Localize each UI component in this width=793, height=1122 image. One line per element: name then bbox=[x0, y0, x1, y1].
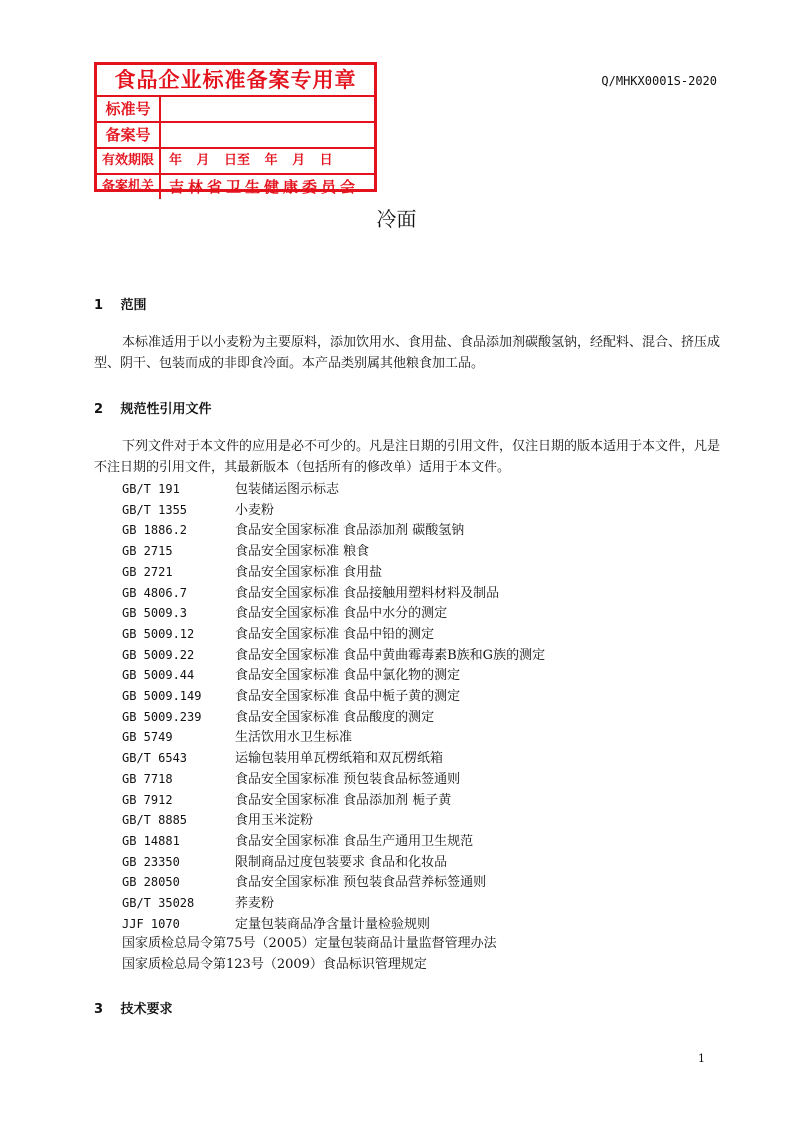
reference-item bbox=[122, 727, 352, 748]
reference-title: 食品安全国家标准 食品中铅的测定 bbox=[235, 626, 435, 642]
reference-code: GB 5009.44 bbox=[122, 668, 195, 683]
reference-title: 食品安全国家标准 食品添加剂 栀子黄 bbox=[235, 792, 452, 808]
reference-title: 包装储运图示标志 bbox=[235, 482, 340, 497]
reference-code: GB 5009.3 bbox=[122, 606, 188, 621]
reference-title: 食品安全国家标准 预包装食品营养标签通则 bbox=[235, 875, 487, 891]
reference-code: GB 1886.2 bbox=[122, 523, 188, 538]
reference-title: 小麦粉 bbox=[235, 502, 275, 518]
reference-item bbox=[122, 810, 313, 831]
reference-code: GB 14881 bbox=[122, 833, 180, 848]
reference-item bbox=[122, 665, 460, 686]
reference-code: GB 28050 bbox=[122, 875, 180, 890]
extra-reference: 国家质检总局令第123号（2009）食品标识管理规定 bbox=[122, 957, 427, 972]
reference-code: GB/T 6543 bbox=[122, 751, 188, 766]
reference-code: GB/T 1355 bbox=[122, 502, 188, 517]
reference-title: 食品安全国家标准 预包装食品标签通则 bbox=[235, 771, 461, 787]
reference-title: 定量包装商品净含量计量检验规则 bbox=[235, 916, 431, 932]
reference-item bbox=[122, 583, 499, 604]
reference-item bbox=[122, 790, 451, 811]
reference-item bbox=[122, 748, 443, 769]
reference-title: 食品安全国家标准 食品中氯化物的测定 bbox=[235, 668, 461, 684]
stamp-row bbox=[97, 175, 374, 199]
reference-item bbox=[122, 872, 486, 893]
page-number: 1 bbox=[698, 1052, 705, 1065]
filing-stamp bbox=[94, 62, 377, 196]
reference-title: 生活饮用水卫生标准 bbox=[235, 730, 353, 746]
document-number: Q/MHKX0001S-2020 bbox=[601, 74, 717, 88]
reference-title: 食用玉米淀粉 bbox=[235, 813, 314, 829]
stamp-value: 吉林省卫生健康委员会 bbox=[169, 178, 360, 196]
reference-item bbox=[122, 562, 382, 583]
reference-title: 食品安全国家标准 粮食 bbox=[235, 544, 370, 560]
reference-item bbox=[122, 914, 430, 935]
reference-title: 运输包装用单瓦楞纸箱和双瓦楞纸箱 bbox=[235, 751, 444, 767]
reference-title: 食品安全国家标准 食用盐 bbox=[235, 564, 383, 580]
reference-title: 食品安全国家标准 食品接触用塑料材料及制品 bbox=[235, 585, 500, 601]
reference-title: 食品安全国家标准 食品中栀子黄的测定 bbox=[235, 689, 461, 704]
reference-code: GB/T 35028 bbox=[122, 896, 195, 910]
reference-item bbox=[122, 624, 434, 645]
reference-item bbox=[122, 541, 369, 562]
reference-code: GB 5009.12 bbox=[122, 626, 195, 641]
reference-code: GB 5749 bbox=[122, 730, 173, 745]
section-number: 2 bbox=[94, 402, 104, 417]
reference-code: GB/T 191 bbox=[122, 482, 180, 496]
reference-code: GB 23350 bbox=[122, 854, 180, 869]
reference-code: GB 5009.149 bbox=[122, 689, 202, 703]
reference-code: GB 4806.7 bbox=[122, 585, 188, 600]
reference-code: GB 2715 bbox=[122, 544, 173, 559]
reference-item bbox=[122, 852, 447, 873]
reference-title: 食品安全国家标准 食品生产通用卫生规范 bbox=[235, 833, 474, 849]
reference-item bbox=[122, 707, 434, 728]
reference-title: 食品安全国家标准 食品酸度的测定 bbox=[235, 709, 435, 725]
reference-title: 荞麦粉 bbox=[235, 896, 275, 911]
stamp-row bbox=[97, 123, 374, 149]
stamp-value bbox=[161, 97, 374, 121]
reference-code: GB 5009.22 bbox=[122, 647, 195, 662]
reference-item bbox=[122, 500, 274, 521]
reference-item bbox=[122, 479, 339, 500]
reference-item bbox=[122, 520, 464, 541]
scope-paragraph: 本标准适用于以小麦粉为主要原料，添加饮用水、食用盐、食品添加剂碳酸氢钠，经配料、混合、挤压成型、阴干、包装而成的非即食冷面。本产品类别属其他粮食加工品。 bbox=[94, 335, 721, 371]
stamp-label: 标准号 bbox=[97, 97, 161, 121]
extra-reference: 国家质检总局令第75号（2005）定量包装商品计量监督管理办法 bbox=[122, 936, 497, 951]
stamp-row bbox=[97, 97, 374, 123]
document-title: 冷面 bbox=[376, 207, 417, 231]
reference-code: GB 5009.239 bbox=[122, 709, 202, 724]
stamp-label: 备案号 bbox=[97, 123, 161, 147]
section-title: 技术要求 bbox=[120, 1002, 173, 1017]
section-heading-scope bbox=[94, 294, 147, 313]
reference-item bbox=[122, 831, 473, 852]
reference-item bbox=[122, 686, 460, 707]
reference-title: 食品安全国家标准 食品中水分的测定 bbox=[235, 606, 448, 622]
section-number: 3 bbox=[94, 1002, 104, 1017]
reference-code: GB 2721 bbox=[122, 564, 173, 579]
reference-item bbox=[122, 645, 545, 666]
stamp-title: 食品企业标准备案专用章 bbox=[97, 65, 374, 97]
section-title: 范围 bbox=[120, 298, 147, 313]
reference-title: 食品安全国家标准 食品添加剂 碳酸氢钠 bbox=[235, 523, 465, 539]
stamp-row bbox=[97, 149, 374, 175]
section-heading-technical bbox=[94, 998, 173, 1017]
stamp-label: 有效期限 bbox=[97, 149, 161, 173]
stamp-value bbox=[161, 123, 374, 147]
reference-code: GB 7718 bbox=[122, 771, 173, 786]
reference-title: 限制商品过度包装要求 食品和化妆品 bbox=[235, 854, 448, 870]
reference-title: 食品安全国家标准 食品中黄曲霉毒素B族和G族的测定 bbox=[235, 647, 546, 663]
section-title: 规范性引用文件 bbox=[120, 402, 212, 417]
reference-item bbox=[122, 769, 460, 790]
reference-code: JJF 1070 bbox=[122, 916, 180, 931]
reference-code: GB/T 8885 bbox=[122, 813, 188, 828]
section-heading-references bbox=[94, 398, 212, 417]
section-number: 1 bbox=[94, 298, 104, 313]
stamp-label: 备案机关 bbox=[97, 175, 161, 199]
reference-item bbox=[122, 893, 274, 914]
reference-code: GB 7912 bbox=[122, 792, 173, 807]
references-intro: 下列文件对于本文件的应用是必不可少的。凡是注日期的引用文件，仅注日期的版本适用于本文件，凡是不注日期的引用文件，其最新版本（包括所有的修改单）适用于本文件。 bbox=[94, 439, 721, 475]
stamp-value: 年 月 日至 年 月 日 bbox=[169, 153, 333, 168]
reference-item bbox=[122, 603, 447, 624]
